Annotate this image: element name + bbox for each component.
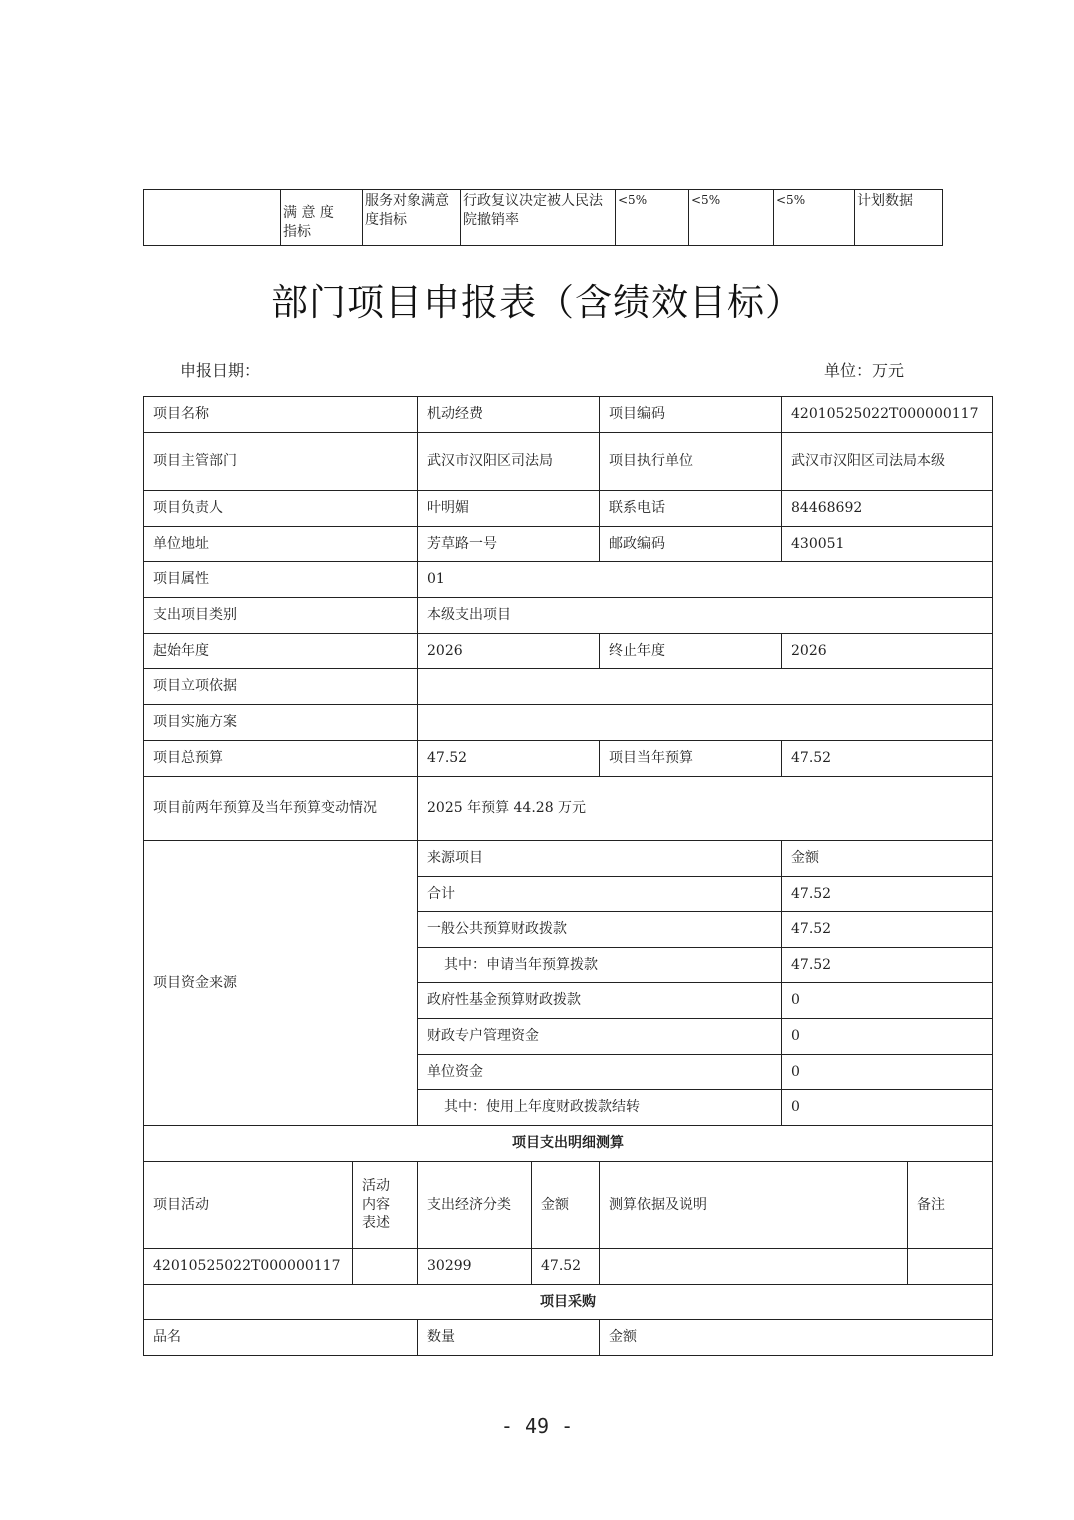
owner-label: 项目负责人 [143, 490, 418, 527]
current-budget-value: 47.52 [781, 740, 993, 777]
carryover-indicator: 行政复议决定被人民法院撤销率 [460, 189, 616, 246]
carryover-value-1: <5% [615, 189, 689, 246]
funding-row-name: 其中：使用上年度财政拨款结转 [417, 1089, 782, 1126]
detail-cell-econ-class: 30299 [417, 1248, 532, 1285]
address-label: 单位地址 [143, 526, 418, 562]
project-code-value: 42010525022T000000117 [781, 396, 993, 433]
detail-header: 金额 [531, 1161, 600, 1249]
budget-change-label: 项目前两年预算及当年预算变动情况 [143, 776, 418, 841]
project-code-label: 项目编码 [599, 396, 782, 433]
plan-value [417, 704, 993, 741]
funding-row-name: 其中：申请当年预算拨款 [417, 947, 782, 983]
page-title: 部门项目申报表（含绩效目标） [271, 281, 803, 324]
funding-row-name: 合计 [417, 876, 782, 912]
funding-row-name: 一般公共预算财政拨款 [417, 911, 782, 948]
end-year-label: 终止年度 [599, 633, 782, 669]
carryover-level3: 服务对象满意度指标 [362, 189, 461, 246]
dept-value: 武汉市汉阳区司法局 [417, 432, 600, 491]
funding-header-source: 来源项目 [417, 840, 782, 877]
detail-header: 活动 内容 表述 [352, 1161, 418, 1249]
carryover-cell-empty [143, 189, 281, 246]
funding-row-amount: 47.52 [781, 876, 993, 912]
unit-label: 单位：万元 [824, 361, 905, 380]
total-budget-value: 47.52 [417, 740, 600, 777]
funding-row-name: 政府性基金预算财政拨款 [417, 982, 782, 1019]
procurement-section-title: 项目采购 [143, 1284, 993, 1320]
detail-header: 项目活动 [143, 1161, 353, 1249]
funding-header-amount: 金额 [781, 840, 993, 877]
detail-cell-amount: 47.52 [531, 1248, 600, 1285]
funding-row-amount: 0 [781, 1054, 993, 1090]
exec-unit-value: 武汉市汉阳区司法局本级 [781, 432, 993, 491]
postcode-label: 邮政编码 [599, 526, 782, 562]
funding-row-name: 单位资金 [417, 1054, 782, 1090]
detail-cell-activity: 42010525022T000000117 [143, 1248, 353, 1285]
start-year-label: 起始年度 [143, 633, 418, 669]
owner-value: 叶明媚 [417, 490, 600, 527]
attr-label: 项目属性 [143, 561, 418, 598]
basis-value [417, 668, 993, 705]
project-name-value: 机动经费 [417, 396, 600, 433]
total-budget-label: 项目总预算 [143, 740, 418, 777]
detail-cell-content [352, 1248, 418, 1285]
dept-label: 项目主管部门 [143, 432, 418, 491]
phone-value: 84468692 [781, 490, 993, 527]
carryover-value-2: <5% [688, 189, 774, 246]
funding-row-amount: 0 [781, 1089, 993, 1126]
funding-row-amount: 47.52 [781, 911, 993, 948]
project-name-label: 项目名称 [143, 396, 418, 433]
postcode-value: 430051 [781, 526, 993, 562]
detail-cell-basis [599, 1248, 908, 1285]
detail-cell-remark [907, 1248, 993, 1285]
carryover-source: 计划数据 [854, 189, 943, 246]
funding-label: 项目资金来源 [143, 840, 418, 1126]
detail-header: 测算依据及说明 [599, 1161, 908, 1249]
funding-row-amount: 0 [781, 982, 993, 1019]
procurement-header: 品名 [143, 1319, 418, 1356]
page-number: - 49 - [500, 1414, 574, 1438]
current-budget-label: 项目当年预算 [599, 740, 782, 777]
declare-date-label: 申报日期： [180, 361, 261, 380]
detail-header: 备注 [907, 1161, 993, 1249]
attr-value: 01 [417, 561, 993, 598]
carryover-level2: 满 意 度 指标 [280, 189, 363, 246]
end-year-value: 2026 [781, 633, 993, 669]
funding-row-amount: 0 [781, 1018, 993, 1055]
budget-change-value: 2025 年预算 44.28 万元 [417, 776, 993, 841]
plan-label: 项目实施方案 [143, 704, 418, 741]
procurement-header: 数量 [417, 1319, 600, 1356]
category-value: 本级支出项目 [417, 597, 993, 634]
detail-header: 支出经济分类 [417, 1161, 532, 1249]
basis-label: 项目立项依据 [143, 668, 418, 705]
funding-row-amount: 47.52 [781, 947, 993, 983]
funding-row-name: 财政专户管理资金 [417, 1018, 782, 1055]
start-year-value: 2026 [417, 633, 600, 669]
procurement-header: 金额 [599, 1319, 993, 1356]
address-value: 芳草路一号 [417, 526, 600, 562]
exec-unit-label: 项目执行单位 [599, 432, 782, 491]
detail-section-title: 项目支出明细测算 [143, 1125, 993, 1162]
category-label: 支出项目类别 [143, 597, 418, 634]
carryover-value-3: <5% [773, 189, 855, 246]
phone-label: 联系电话 [599, 490, 782, 527]
